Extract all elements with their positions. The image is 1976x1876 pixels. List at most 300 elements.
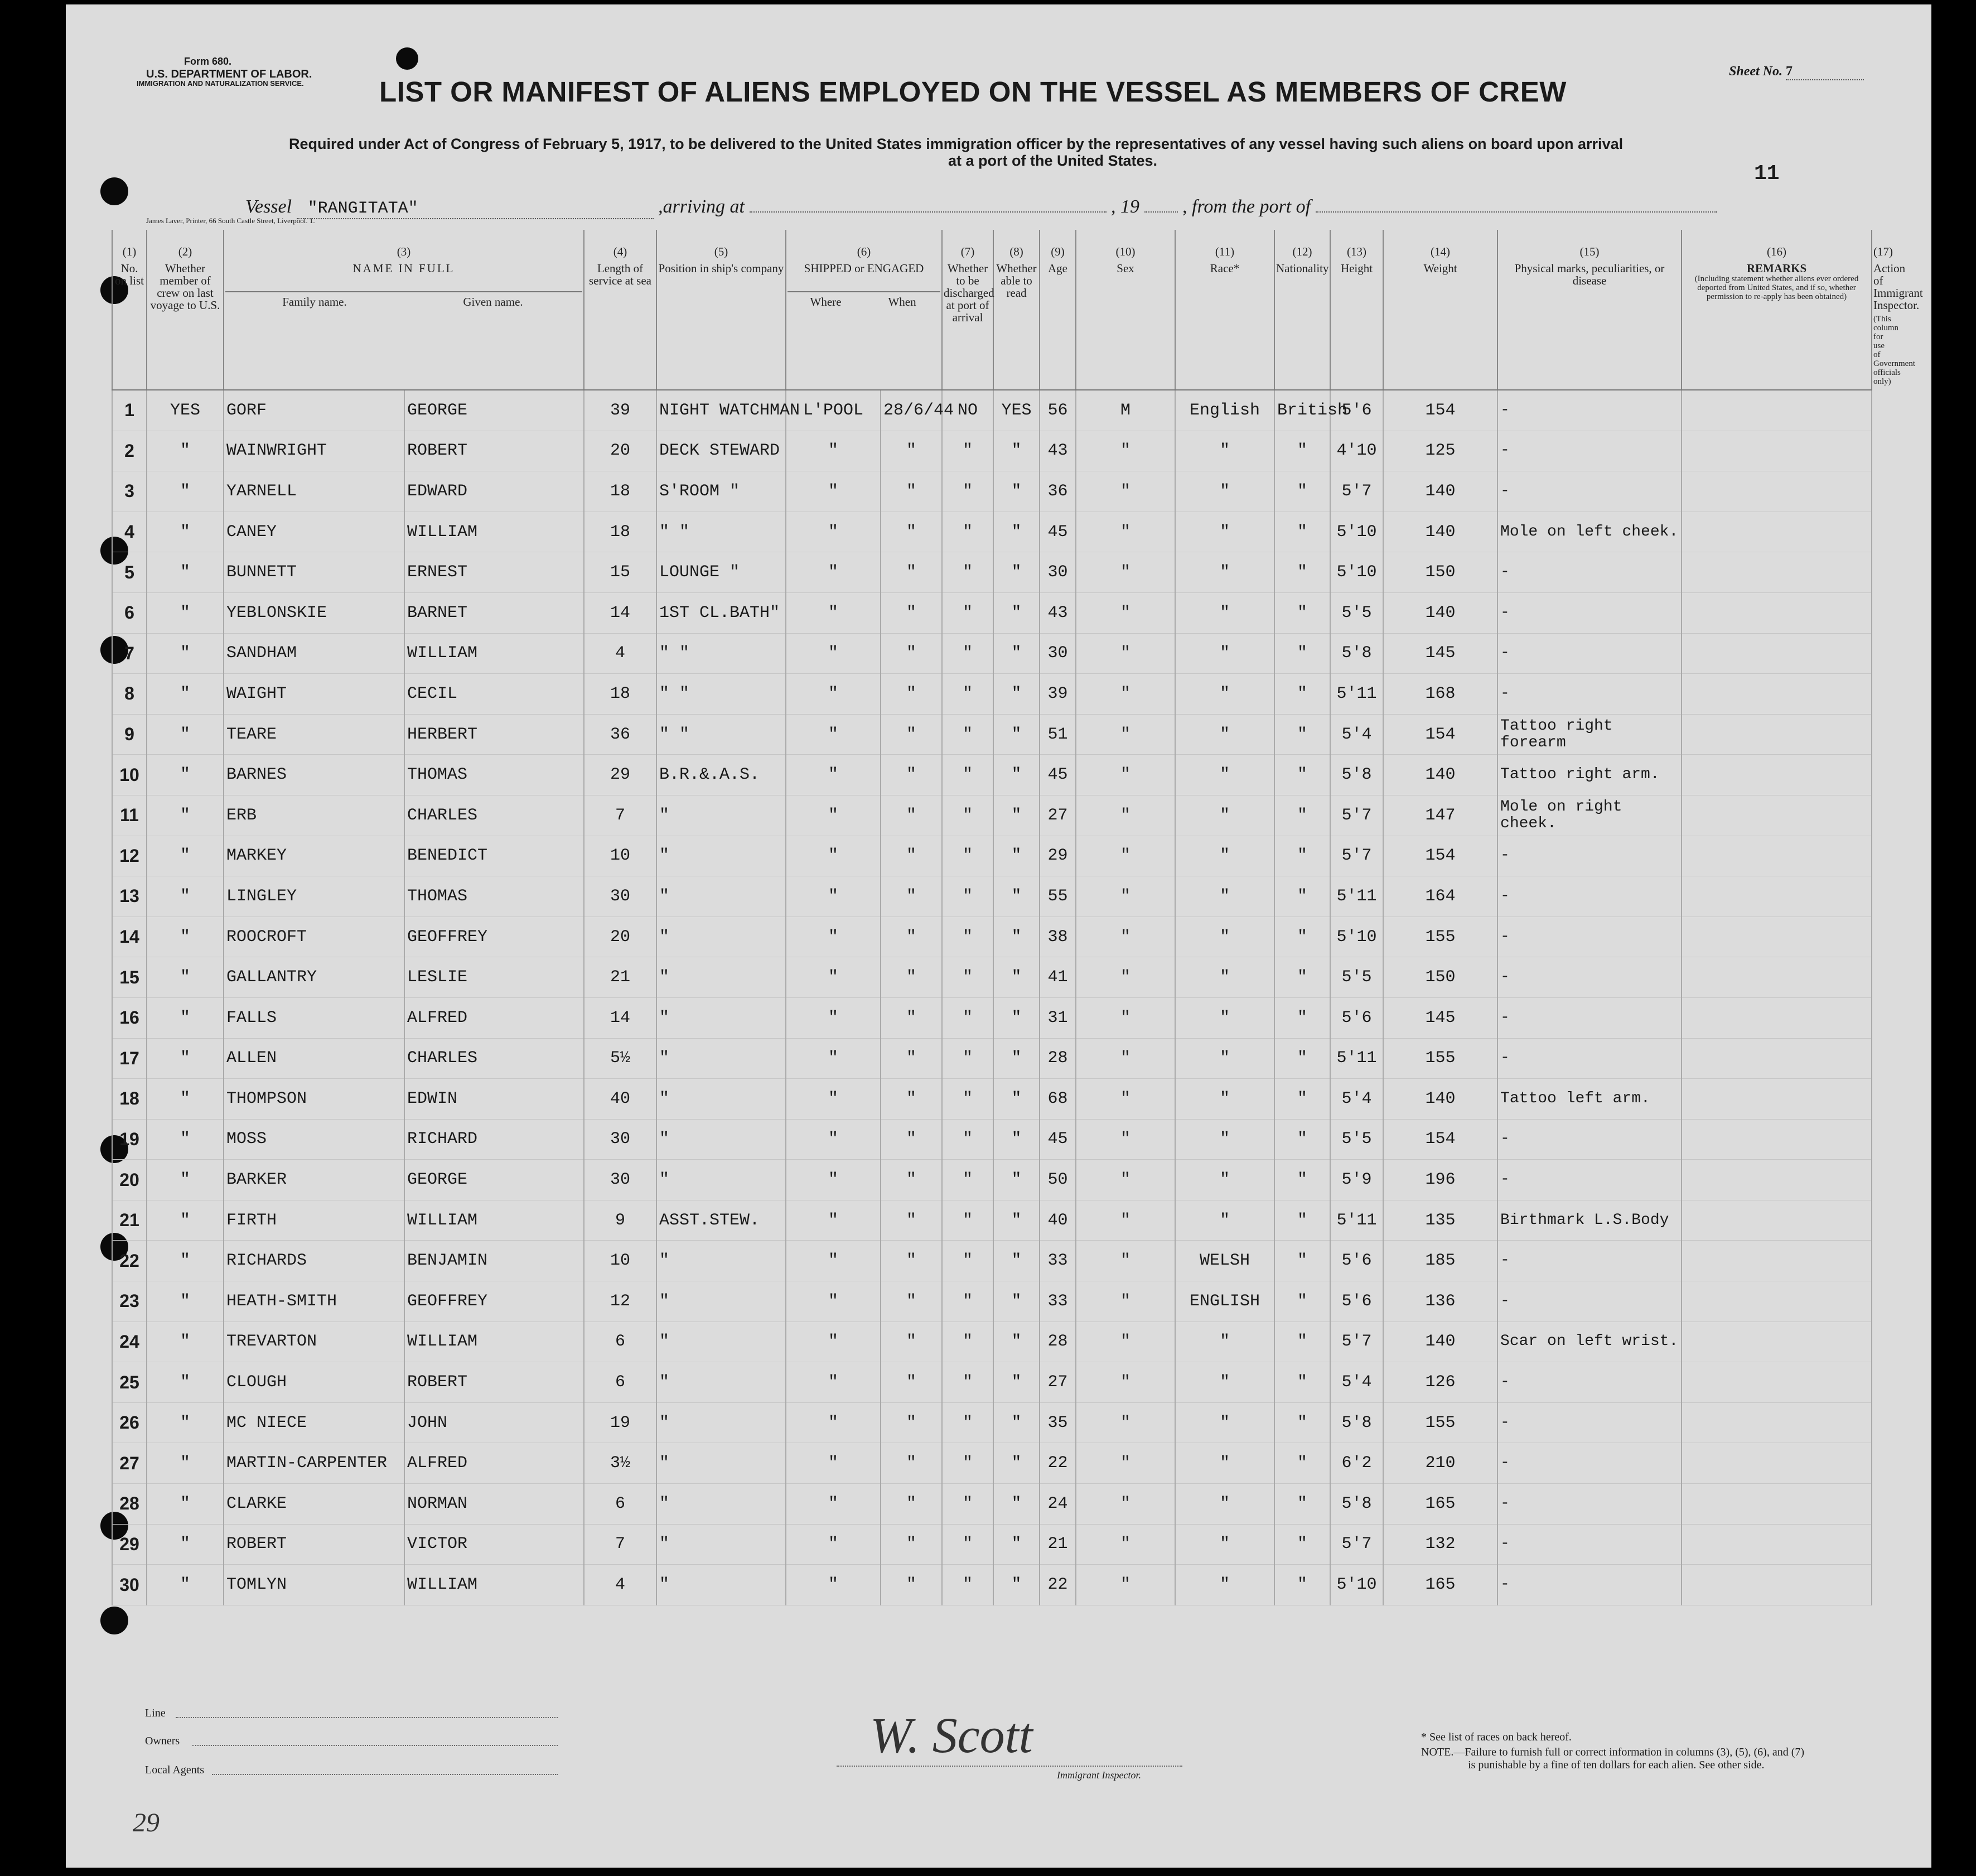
row-number-cell: 6 — [112, 592, 147, 633]
family-name-cell: SANDHAM — [224, 633, 404, 674]
table-row — [112, 1362, 1872, 1403]
previous-voyage-cell: " — [147, 1362, 224, 1403]
family-name-cell: TEARE — [224, 714, 404, 755]
row-number-cell: 4 — [112, 512, 147, 552]
shipped-when-cell: " — [881, 592, 942, 633]
year-label: , 19 — [1111, 196, 1139, 217]
shipped-where-cell: " — [786, 512, 881, 552]
age-cell: 35 — [1040, 1402, 1076, 1443]
sex-cell: " — [1076, 512, 1175, 552]
age-cell: 29 — [1040, 836, 1076, 876]
age-cell: 30 — [1040, 552, 1076, 593]
col-header: (10) Sex — [1076, 230, 1175, 390]
age-cell: 24 — [1040, 1484, 1076, 1525]
nationality-cell: " — [1274, 795, 1330, 836]
race-cell: " — [1175, 1200, 1274, 1241]
shipped-where-cell: " — [786, 714, 881, 755]
able-to-read-cell: " — [993, 957, 1040, 998]
height-cell: 5'10 — [1330, 552, 1383, 593]
agents-field[interactable] — [212, 1774, 558, 1775]
given-name-cell: THOMAS — [404, 876, 584, 917]
nationality-cell: British — [1274, 390, 1330, 431]
discharged-cell: " — [942, 957, 993, 998]
family-name-cell: MARTIN-CARPENTER — [224, 1443, 404, 1484]
physical-marks-cell: - — [1497, 876, 1682, 917]
nationality-cell: " — [1274, 512, 1330, 552]
sex-cell: " — [1076, 1322, 1175, 1362]
remarks-cell — [1682, 512, 1872, 552]
age-cell: 36 — [1040, 471, 1076, 512]
service-years-cell: 18 — [584, 512, 656, 552]
position-cell: " — [656, 1524, 786, 1565]
shipped-where-cell: " — [786, 1524, 881, 1565]
physical-marks-cell: - — [1497, 1362, 1682, 1403]
shipped-when-cell: " — [881, 755, 942, 795]
table-row — [112, 1241, 1872, 1281]
service-years-cell: 14 — [584, 592, 656, 633]
previous-voyage-cell: " — [147, 1241, 224, 1281]
where-header: Where — [810, 295, 842, 308]
table-row — [112, 1119, 1872, 1160]
position-cell: " — [656, 1402, 786, 1443]
previous-voyage-cell: " — [147, 1565, 224, 1605]
race-note: * See list of races on back hereof. — [1421, 1731, 1572, 1743]
weight-cell: 154 — [1383, 714, 1497, 755]
nationality-cell: " — [1274, 1443, 1330, 1484]
service-years-cell: 12 — [584, 1281, 656, 1322]
arriving-port — [750, 211, 1107, 213]
sex-cell: " — [1076, 1443, 1175, 1484]
shipped-where-cell: " — [786, 1565, 881, 1605]
service-name: IMMIGRATION AND NATURALIZATION SERVICE. — [137, 79, 304, 88]
position-cell: " — [656, 997, 786, 1038]
able-to-read-cell: " — [993, 1443, 1040, 1484]
shipped-when-cell: " — [881, 1281, 942, 1322]
remarks-cell — [1682, 957, 1872, 998]
table-row — [112, 431, 1872, 471]
race-cell: " — [1175, 836, 1274, 876]
shipped-where-cell: " — [786, 957, 881, 998]
shipped-where-cell: " — [786, 876, 881, 917]
discharged-cell: " — [942, 1038, 993, 1079]
sex-cell: " — [1076, 633, 1175, 674]
printer-credit: James Laver, Printer, 66 South Castle Street, Liverpool. 1. — [146, 216, 315, 225]
table-row — [112, 471, 1872, 512]
age-cell: 31 — [1040, 997, 1076, 1038]
position-cell: " — [656, 1443, 786, 1484]
table-row — [112, 997, 1872, 1038]
able-to-read-cell: " — [993, 1484, 1040, 1525]
nationality-cell: " — [1274, 917, 1330, 957]
given-name-cell: WILLIAM — [404, 1322, 584, 1362]
col-header: (12) Nationality — [1274, 230, 1330, 390]
remarks-cell — [1682, 1524, 1872, 1565]
row-number-cell: 11 — [112, 795, 147, 836]
family-name-cell: CLOUGH — [224, 1362, 404, 1403]
race-cell: " — [1175, 431, 1274, 471]
nationality-cell: " — [1274, 1119, 1330, 1160]
nationality-cell: " — [1274, 1160, 1330, 1200]
weight-cell: 164 — [1383, 876, 1497, 917]
physical-marks-cell: - — [1497, 1160, 1682, 1200]
height-cell: 5'8 — [1330, 633, 1383, 674]
remarks-cell — [1682, 1200, 1872, 1241]
weight-cell: 140 — [1383, 755, 1497, 795]
weight-cell: 140 — [1383, 592, 1497, 633]
row-number-cell: 10 — [112, 755, 147, 795]
physical-marks-cell: Tattoo right forearm — [1497, 714, 1682, 755]
given-name-cell: CHARLES — [404, 795, 584, 836]
service-years-cell: 30 — [584, 1160, 656, 1200]
given-name-cell: VICTOR — [404, 1524, 584, 1565]
race-cell: " — [1175, 592, 1274, 633]
age-cell: 56 — [1040, 390, 1076, 431]
race-cell: " — [1175, 755, 1274, 795]
year-value — [1144, 211, 1178, 213]
given-name-cell: GEORGE — [404, 390, 584, 431]
race-cell: " — [1175, 1119, 1274, 1160]
height-cell: 5'11 — [1330, 876, 1383, 917]
remarks-cell — [1682, 714, 1872, 755]
age-cell: 45 — [1040, 755, 1076, 795]
position-cell: LOUNGE " — [656, 552, 786, 593]
table-row — [112, 674, 1872, 715]
family-name-cell: GALLANTRY — [224, 957, 404, 998]
page-mark: 11 — [1754, 162, 1780, 186]
remarks-cell — [1682, 1362, 1872, 1403]
physical-marks-cell: - — [1497, 431, 1682, 471]
service-years-cell: 40 — [584, 1079, 656, 1120]
height-cell: 5'11 — [1330, 1200, 1383, 1241]
shipped-when-cell: " — [881, 714, 942, 755]
age-cell: 43 — [1040, 431, 1076, 471]
row-number-cell: 12 — [112, 836, 147, 876]
from-port — [1316, 211, 1717, 213]
height-cell: 5'10 — [1330, 1565, 1383, 1605]
service-years-cell: 10 — [584, 1241, 656, 1281]
race-cell: " — [1175, 1160, 1274, 1200]
nationality-cell: " — [1274, 876, 1330, 917]
weight-cell: 150 — [1383, 957, 1497, 998]
previous-voyage-cell: " — [147, 1281, 224, 1322]
row-number-cell: 2 — [112, 431, 147, 471]
remarks-cell — [1682, 1241, 1872, 1281]
remarks-cell — [1682, 674, 1872, 715]
nationality-cell: " — [1274, 836, 1330, 876]
table-row — [112, 592, 1872, 633]
sex-cell: " — [1076, 1160, 1175, 1200]
shipped-when-cell: " — [881, 471, 942, 512]
service-years-cell: 5½ — [584, 1038, 656, 1079]
table-row — [112, 836, 1872, 876]
nationality-cell: " — [1274, 997, 1330, 1038]
family-name-cell: MC NIECE — [224, 1402, 404, 1443]
previous-voyage-cell: " — [147, 876, 224, 917]
height-cell: 5'4 — [1330, 714, 1383, 755]
age-cell: 27 — [1040, 1362, 1076, 1403]
weight-cell: 155 — [1383, 1402, 1497, 1443]
line-field[interactable] — [176, 1717, 558, 1718]
height-cell: 5'5 — [1330, 592, 1383, 633]
service-years-cell: 10 — [584, 836, 656, 876]
discharged-cell: NO — [942, 390, 993, 431]
height-cell: 5'6 — [1330, 1241, 1383, 1281]
weight-cell: 154 — [1383, 390, 1497, 431]
remarks-cell — [1682, 997, 1872, 1038]
previous-voyage-cell: " — [147, 674, 224, 715]
row-number-cell: 21 — [112, 1200, 147, 1241]
table-row — [112, 876, 1872, 917]
owners-label: Owners — [145, 1735, 180, 1747]
given-name-cell: THOMAS — [404, 755, 584, 795]
sex-cell: " — [1076, 431, 1175, 471]
physical-marks-cell: - — [1497, 552, 1682, 593]
service-years-cell: 4 — [584, 1565, 656, 1605]
position-cell: " " — [656, 714, 786, 755]
discharged-cell: " — [942, 1443, 993, 1484]
service-years-cell: 9 — [584, 1200, 656, 1241]
table-header-row: (1) No. on list (2) Whether member of crew on last voyage to U.S. (3) NAME IN FULL Family name. Given name. (4) Length of service at sea (5) Position in ship's company (6) SHIPPED or ENGAGED Where When (7) Whether to be discharged at port of arrival (8) Whether able to read (9) Age (10) Sex (11) Race* (12) Nationality (13) Height (14) Weight (15) Physical marks, peculiarities, or disease (16) REMARKS (Including statement whether aliens ever ordered deported from United States, and if so, whether permission to re-apply has been obtained) Action of Immigrant Inspector. — [112, 230, 1872, 390]
height-cell: 5'11 — [1330, 1038, 1383, 1079]
weight-cell: 185 — [1383, 1241, 1497, 1281]
weight-cell: 168 — [1383, 674, 1497, 715]
discharged-cell: " — [942, 755, 993, 795]
weight-cell: 140 — [1383, 471, 1497, 512]
position-cell: " " — [656, 633, 786, 674]
shipped-where-cell: L'POOL — [786, 390, 881, 431]
height-cell: 5'10 — [1330, 512, 1383, 552]
row-number-cell: 7 — [112, 633, 147, 674]
row-number-cell: 18 — [112, 1079, 147, 1120]
sex-cell: " — [1076, 957, 1175, 998]
nationality-cell: " — [1274, 592, 1330, 633]
previous-voyage-cell: " — [147, 1524, 224, 1565]
previous-voyage-cell: " — [147, 755, 224, 795]
col-header-name: (3) NAME IN FULL Family name. Given name. — [224, 230, 584, 390]
sheet-number: 7 — [1786, 64, 1864, 80]
previous-voyage-cell: " — [147, 1038, 224, 1079]
height-cell: 5'10 — [1330, 917, 1383, 957]
sex-cell: M — [1076, 390, 1175, 431]
shipped-where-cell: " — [786, 1362, 881, 1403]
service-years-cell: 30 — [584, 1119, 656, 1160]
nationality-cell: " — [1274, 1322, 1330, 1362]
given-name-header: Given name. — [463, 295, 523, 308]
discharged-cell: " — [942, 876, 993, 917]
race-cell: " — [1175, 714, 1274, 755]
nationality-cell: " — [1274, 714, 1330, 755]
height-cell: 5'11 — [1330, 674, 1383, 715]
shipped-where-cell: " — [786, 1119, 881, 1160]
remarks-cell — [1682, 633, 1872, 674]
shipped-when-cell: " — [881, 1565, 942, 1605]
physical-marks-cell: Mole on left cheek. — [1497, 512, 1682, 552]
able-to-read-cell: " — [993, 795, 1040, 836]
table-body — [112, 390, 1872, 1605]
given-name-cell: WILLIAM — [404, 1200, 584, 1241]
col-header-shipped: (6) SHIPPED or ENGAGED Where When — [786, 230, 942, 390]
age-cell: 68 — [1040, 1079, 1076, 1120]
from-port-label: , from the port of — [1182, 196, 1311, 217]
height-cell: 4'10 — [1330, 431, 1383, 471]
service-years-cell: 21 — [584, 957, 656, 998]
sex-cell: " — [1076, 836, 1175, 876]
previous-voyage-cell: " — [147, 1322, 224, 1362]
discharged-cell: " — [942, 512, 993, 552]
previous-voyage-cell: " — [147, 633, 224, 674]
service-years-cell: 6 — [584, 1322, 656, 1362]
able-to-read-cell: " — [993, 431, 1040, 471]
race-cell: " — [1175, 1565, 1274, 1605]
shipped-where-cell: " — [786, 431, 881, 471]
row-number-cell: 23 — [112, 1281, 147, 1322]
previous-voyage-cell: " — [147, 1079, 224, 1120]
col-header: (14) Weight — [1383, 230, 1497, 390]
given-name-cell: ALFRED — [404, 997, 584, 1038]
shipped-where-cell: " — [786, 1443, 881, 1484]
weight-cell: 154 — [1383, 836, 1497, 876]
sex-cell: " — [1076, 1038, 1175, 1079]
shipped-where-cell: " — [786, 997, 881, 1038]
given-name-cell: ROBERT — [404, 431, 584, 471]
position-cell: NIGHT WATCHMAN — [656, 390, 786, 431]
shipped-where-cell: " — [786, 1281, 881, 1322]
nationality-cell: " — [1274, 1524, 1330, 1565]
able-to-read-cell: " — [993, 714, 1040, 755]
able-to-read-cell: " — [993, 1402, 1040, 1443]
service-years-cell: 6 — [584, 1362, 656, 1403]
weight-cell: 125 — [1383, 431, 1497, 471]
sex-cell: " — [1076, 1281, 1175, 1322]
height-cell: 5'7 — [1330, 836, 1383, 876]
family-name-cell: CANEY — [224, 512, 404, 552]
position-cell: " — [656, 1362, 786, 1403]
age-cell: 51 — [1040, 714, 1076, 755]
age-cell: 50 — [1040, 1160, 1076, 1200]
col-header: (9) Age — [1040, 230, 1076, 390]
able-to-read-cell: " — [993, 917, 1040, 957]
previous-voyage-cell: " — [147, 714, 224, 755]
able-to-read-cell: " — [993, 1322, 1040, 1362]
physical-marks-cell: - — [1497, 917, 1682, 957]
weight-cell: 196 — [1383, 1160, 1497, 1200]
table-row — [112, 957, 1872, 998]
shipped-where-cell: " — [786, 1038, 881, 1079]
shipped-when-cell: " — [881, 876, 942, 917]
service-years-cell: 6 — [584, 1484, 656, 1525]
remarks-cell — [1682, 795, 1872, 836]
given-name-cell: BARNET — [404, 592, 584, 633]
physical-marks-cell: Scar on left wrist. — [1497, 1322, 1682, 1362]
previous-voyage-cell: " — [147, 1200, 224, 1241]
sex-cell: " — [1076, 917, 1175, 957]
signature-line — [837, 1766, 1182, 1767]
previous-voyage-cell: " — [147, 471, 224, 512]
row-number-cell: 17 — [112, 1038, 147, 1079]
row-number-cell: 19 — [112, 1119, 147, 1160]
given-name-cell: BENEDICT — [404, 836, 584, 876]
previous-voyage-cell: " — [147, 431, 224, 471]
nationality-cell: " — [1274, 1200, 1330, 1241]
family-name-cell: WAIGHT — [224, 674, 404, 715]
physical-marks-cell: - — [1497, 1241, 1682, 1281]
race-cell: " — [1175, 957, 1274, 998]
table-row — [112, 1322, 1872, 1362]
shipped-where-cell: " — [786, 1241, 881, 1281]
shipped-when-cell: " — [881, 836, 942, 876]
height-cell: 5'8 — [1330, 755, 1383, 795]
row-number-cell: 26 — [112, 1402, 147, 1443]
family-name-cell: WAINWRIGHT — [224, 431, 404, 471]
row-number-cell: 22 — [112, 1241, 147, 1281]
table-row — [112, 1281, 1872, 1322]
physical-marks-cell: - — [1497, 1524, 1682, 1565]
weight-cell: 126 — [1383, 1362, 1497, 1403]
discharged-cell: " — [942, 714, 993, 755]
given-name-cell: HERBERT — [404, 714, 584, 755]
row-number-cell: 3 — [112, 471, 147, 512]
col-header: (2) Whether member of crew on last voyage to U.S. — [147, 230, 224, 390]
discharged-cell: " — [942, 1200, 993, 1241]
inspector-signature: W. Scott — [870, 1708, 1033, 1763]
discharged-cell: " — [942, 592, 993, 633]
discharged-cell: " — [942, 471, 993, 512]
form-number: Form 680. — [184, 56, 232, 67]
family-name-cell: MARKEY — [224, 836, 404, 876]
race-cell: English — [1175, 390, 1274, 431]
previous-voyage-cell: " — [147, 957, 224, 998]
discharged-cell: " — [942, 1524, 993, 1565]
family-name-cell: BUNNETT — [224, 552, 404, 593]
weight-cell: 150 — [1383, 552, 1497, 593]
family-name-cell: TREVARTON — [224, 1322, 404, 1362]
nationality-cell: " — [1274, 957, 1330, 998]
nationality-cell: " — [1274, 552, 1330, 593]
height-cell: 5'6 — [1330, 997, 1383, 1038]
physical-marks-cell: - — [1497, 1402, 1682, 1443]
department-name: U.S. DEPARTMENT OF LABOR. — [146, 68, 312, 80]
able-to-read-cell: " — [993, 1281, 1040, 1322]
shipped-where-cell: " — [786, 592, 881, 633]
table-row — [112, 1524, 1872, 1565]
race-cell: " — [1175, 917, 1274, 957]
age-cell: 22 — [1040, 1443, 1076, 1484]
physical-marks-cell: - — [1497, 1443, 1682, 1484]
shipped-when-cell: " — [881, 1079, 942, 1120]
able-to-read-cell: " — [993, 1119, 1040, 1160]
shipped-where-cell: " — [786, 1484, 881, 1525]
shipped-when-cell: " — [881, 957, 942, 998]
shipped-when-cell: " — [881, 1402, 942, 1443]
remarks-cell — [1682, 1119, 1872, 1160]
given-name-cell: GEOFFREY — [404, 917, 584, 957]
able-to-read-cell: " — [993, 1200, 1040, 1241]
family-name-header: Family name. — [282, 295, 347, 308]
sex-cell: " — [1076, 592, 1175, 633]
arriving-label: ,arriving at — [658, 196, 745, 217]
table-row — [112, 714, 1872, 755]
position-cell: " — [656, 795, 786, 836]
row-number-cell: 5 — [112, 552, 147, 593]
shipped-where-cell: " — [786, 755, 881, 795]
row-number-cell: 27 — [112, 1443, 147, 1484]
position-cell: " — [656, 1079, 786, 1120]
table-row — [112, 1038, 1872, 1079]
remarks-cell — [1682, 1281, 1872, 1322]
previous-voyage-cell: " — [147, 592, 224, 633]
discharged-cell: " — [942, 1362, 993, 1403]
owners-field[interactable] — [192, 1745, 558, 1746]
